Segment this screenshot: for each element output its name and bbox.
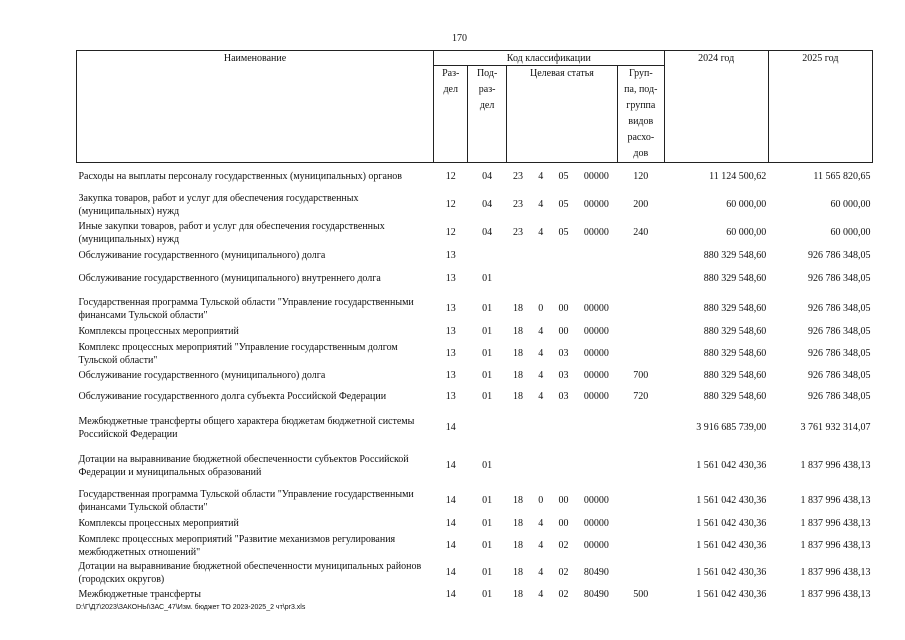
table-row bbox=[77, 294, 873, 324]
cell-c4: 00000 bbox=[583, 348, 609, 359]
cell-y2: 926 786 348,05 bbox=[808, 303, 871, 314]
cell-rz: 13 bbox=[445, 249, 456, 261]
cell-rz: 13 bbox=[445, 273, 456, 284]
cell-c4 bbox=[575, 410, 617, 446]
cell-vr: 240 bbox=[633, 227, 649, 238]
cell-name: Межбюджетные трансферты bbox=[78, 589, 201, 600]
cell-y2: 60 000,00 bbox=[830, 227, 871, 238]
cell-c4: 80490 bbox=[583, 567, 609, 578]
cell-c4: 00000 bbox=[583, 303, 609, 314]
cell-vr: 200 bbox=[633, 199, 649, 210]
cell-y1: 1 561 042 430,36 bbox=[696, 567, 767, 578]
cell-y2: 926 786 348,05 bbox=[808, 273, 871, 284]
cell-pr: 01 bbox=[482, 589, 493, 600]
cell-rz: 13 bbox=[445, 348, 456, 359]
table-row bbox=[77, 446, 873, 486]
cell-c1: 23 bbox=[512, 227, 523, 238]
header-row-top bbox=[77, 51, 873, 66]
cell-c1: 18 bbox=[512, 326, 523, 337]
cell-y2: 1 837 996 438,13 bbox=[800, 518, 871, 529]
cell-y1: 880 329 548,60 bbox=[703, 249, 767, 261]
cell-c1: 18 bbox=[512, 303, 523, 314]
cell-rz: 12 bbox=[445, 171, 456, 183]
cell-c3: 02 bbox=[558, 589, 569, 600]
cell-pr: 01 bbox=[482, 518, 493, 529]
cell-c2 bbox=[530, 446, 552, 486]
cell-y1: 880 329 548,60 bbox=[703, 391, 767, 402]
cell-c2: 4 bbox=[538, 518, 544, 529]
cell-name: Обслуживание государственного долга субъекта Российской Федерации bbox=[78, 391, 387, 402]
cell-name: Обслуживание государственного (муниципального) внутреннего долга bbox=[78, 273, 381, 284]
cell-name: Комплексы процессных мероприятий bbox=[78, 518, 239, 529]
cell-c1: 18 bbox=[512, 567, 523, 578]
cell-c3: 03 bbox=[558, 391, 569, 402]
cell-c4 bbox=[575, 446, 617, 486]
cell-c4 bbox=[575, 264, 617, 294]
cell-c3 bbox=[552, 247, 575, 264]
cell-y1: 880 329 548,60 bbox=[703, 348, 767, 359]
cell-c1: 18 bbox=[512, 589, 523, 600]
cell-c1 bbox=[506, 264, 529, 294]
header-subsection: Под- раз- дел bbox=[468, 66, 506, 163]
cell-rz: 14 bbox=[445, 422, 456, 433]
table-row bbox=[77, 340, 873, 368]
cell-pr bbox=[468, 410, 506, 446]
cell-c4: 00000 bbox=[583, 199, 609, 210]
cell-c2: 0 bbox=[538, 303, 544, 314]
cell-rz: 14 bbox=[445, 589, 456, 600]
cell-c2: 4 bbox=[538, 348, 544, 359]
cell-name: Государственная программа Тульской области "Управление государственными финансами Тульской области" bbox=[78, 296, 414, 321]
table-row bbox=[77, 486, 873, 516]
cell-rz: 13 bbox=[445, 303, 456, 314]
cell-c2: 4 bbox=[538, 540, 544, 551]
cell-name: Иные закупки товаров, работ и услуг для обеспечения государственных (муниципальных) нужд bbox=[78, 220, 385, 245]
cell-y1: 60 000,00 bbox=[726, 227, 767, 238]
cell-rz: 14 bbox=[445, 518, 456, 529]
cell-pr: 01 bbox=[482, 495, 493, 506]
cell-c4: 00000 bbox=[583, 227, 609, 238]
cell-c4: 00000 bbox=[583, 326, 609, 337]
cell-vr: 700 bbox=[633, 370, 649, 381]
cell-y1: 880 329 548,60 bbox=[703, 370, 767, 381]
cell-y1: 3 916 685 739,00 bbox=[696, 422, 767, 433]
cell-vr bbox=[618, 560, 665, 586]
table-row bbox=[77, 532, 873, 560]
cell-c4: 80490 bbox=[583, 589, 609, 600]
cell-rz: 14 bbox=[445, 495, 456, 506]
cell-c1: 18 bbox=[512, 391, 523, 402]
cell-y2: 1 837 996 438,13 bbox=[800, 567, 871, 578]
cell-c3: 00 bbox=[558, 303, 569, 314]
cell-c2: 4 bbox=[538, 326, 544, 337]
cell-pr: 04 bbox=[482, 171, 493, 183]
cell-pr: 04 bbox=[482, 199, 493, 210]
cell-rz: 12 bbox=[445, 227, 456, 238]
cell-c3: 03 bbox=[558, 348, 569, 359]
cell-c1: 18 bbox=[512, 348, 523, 359]
cell-y2: 926 786 348,05 bbox=[808, 326, 871, 337]
cell-c3: 03 bbox=[558, 370, 569, 381]
cell-y2: 1 837 996 438,13 bbox=[800, 495, 871, 506]
cell-c2: 4 bbox=[538, 171, 544, 183]
cell-y2: 11 565 820,65 bbox=[813, 171, 871, 183]
cell-y1: 11 124 500,62 bbox=[709, 171, 767, 183]
cell-y1: 1 561 042 430,36 bbox=[696, 589, 767, 600]
cell-y1: 1 561 042 430,36 bbox=[696, 460, 767, 471]
cell-vr bbox=[618, 486, 665, 516]
cell-y1: 60 000,00 bbox=[726, 199, 767, 210]
cell-c3: 05 bbox=[558, 227, 569, 238]
cell-c3: 02 bbox=[558, 540, 569, 551]
header-year-2024: 2024 год bbox=[664, 51, 768, 163]
cell-name: Обслуживание государственного (муниципального) долга bbox=[78, 249, 326, 261]
cell-vr bbox=[618, 264, 665, 294]
cell-rz: 12 bbox=[445, 199, 456, 210]
cell-vr bbox=[618, 516, 665, 532]
cell-c3: 05 bbox=[558, 171, 569, 183]
cell-y1: 880 329 548,60 bbox=[703, 273, 767, 284]
cell-name: Комплекс процессных мероприятий "Управление государственным долгом Тульской области" bbox=[78, 341, 398, 366]
cell-c1: 18 bbox=[512, 370, 523, 381]
cell-c4: 00000 bbox=[583, 518, 609, 529]
cell-c3: 05 bbox=[558, 199, 569, 210]
cell-rz: 13 bbox=[445, 326, 456, 337]
cell-name: Обслуживание государственного (муниципального) долга bbox=[78, 370, 326, 381]
table-row bbox=[77, 586, 873, 604]
cell-name: Государственная программа Тульской области "Управление государственными финансами Тульской области" bbox=[78, 488, 414, 513]
header-section: Раз- дел bbox=[434, 66, 468, 163]
header-name: Наименование bbox=[77, 51, 434, 163]
table-row bbox=[77, 191, 873, 219]
cell-c2: 4 bbox=[538, 370, 544, 381]
cell-c2: 4 bbox=[538, 567, 544, 578]
cell-name: Расходы на выплаты персоналу государственных (муниципальных) органов bbox=[78, 171, 403, 183]
cell-pr: 01 bbox=[482, 326, 493, 337]
cell-y1: 1 561 042 430,36 bbox=[696, 518, 767, 529]
cell-pr: 01 bbox=[482, 273, 493, 284]
cell-vr bbox=[618, 340, 665, 368]
cell-y1: 880 329 548,60 bbox=[703, 303, 767, 314]
cell-name: Дотации на выравнивание бюджетной обеспеченности субъектов Российской Федерации и муниципальных образований bbox=[78, 453, 409, 478]
cell-y1: 880 329 548,60 bbox=[703, 326, 767, 337]
cell-y2: 926 786 348,05 bbox=[808, 249, 871, 261]
table-row bbox=[77, 560, 873, 586]
cell-c4 bbox=[575, 247, 617, 264]
cell-pr: 04 bbox=[482, 227, 493, 238]
table-row bbox=[77, 247, 873, 264]
cell-y2: 1 837 996 438,13 bbox=[800, 540, 871, 551]
cell-c2 bbox=[530, 247, 552, 264]
cell-name: Комплекс процессных мероприятий "Развитие механизмов регулирования межбюджетных отношений" bbox=[78, 533, 396, 558]
cell-c3 bbox=[552, 264, 575, 294]
cell-name: Межбюджетные трансферты общего характера бюджетам бюджетной системы Российской Федерации bbox=[78, 415, 415, 440]
cell-c2: 4 bbox=[538, 589, 544, 600]
cell-c2: 4 bbox=[538, 199, 544, 210]
cell-pr: 01 bbox=[482, 540, 493, 551]
cell-c3: 00 bbox=[558, 518, 569, 529]
cell-y1: 1 561 042 430,36 bbox=[696, 495, 767, 506]
cell-vr bbox=[618, 446, 665, 486]
table-row bbox=[77, 264, 873, 294]
cell-c3: 00 bbox=[558, 495, 569, 506]
cell-c2: 0 bbox=[538, 495, 544, 506]
header-expense-group: Груп- па, под- группа видов расхо- дов bbox=[618, 66, 665, 163]
table-body bbox=[77, 163, 873, 604]
cell-c1: 18 bbox=[512, 518, 523, 529]
cell-name: Дотации на выравнивание бюджетной обеспеченности муниципальных районов (городских округов) bbox=[78, 560, 422, 585]
cell-rz: 14 bbox=[445, 567, 456, 578]
cell-name: Комплексы процессных мероприятий bbox=[78, 326, 239, 337]
table-row bbox=[77, 163, 873, 191]
cell-y2: 1 837 996 438,13 bbox=[800, 589, 871, 600]
cell-vr bbox=[618, 410, 665, 446]
cell-pr bbox=[468, 247, 506, 264]
cell-c1: 18 bbox=[512, 495, 523, 506]
cell-c2: 4 bbox=[538, 227, 544, 238]
cell-c1 bbox=[506, 410, 529, 446]
cell-vr bbox=[618, 324, 665, 340]
cell-c1 bbox=[506, 446, 529, 486]
cell-c1: 23 bbox=[512, 199, 523, 210]
cell-y2: 1 837 996 438,13 bbox=[800, 460, 871, 471]
cell-y2: 926 786 348,05 bbox=[808, 391, 871, 402]
cell-c4: 00000 bbox=[583, 495, 609, 506]
budget-table bbox=[76, 50, 873, 604]
cell-pr: 01 bbox=[482, 370, 493, 381]
cell-vr bbox=[618, 247, 665, 264]
header-year-2025: 2025 год bbox=[768, 51, 872, 163]
cell-pr: 01 bbox=[482, 303, 493, 314]
cell-c3 bbox=[552, 410, 575, 446]
cell-y1: 1 561 042 430,36 bbox=[696, 540, 767, 551]
header-classification: Код классификации bbox=[434, 51, 665, 66]
cell-c4: 00000 bbox=[583, 391, 609, 402]
table-row bbox=[77, 384, 873, 410]
cell-rz: 14 bbox=[445, 460, 456, 471]
cell-c2 bbox=[530, 410, 552, 446]
cell-c2: 4 bbox=[538, 391, 544, 402]
cell-name: Закупка товаров, работ и услуг для обеспечения государственных (муниципальных) нужд bbox=[78, 192, 359, 217]
cell-c1: 23 bbox=[512, 171, 523, 183]
cell-y2: 60 000,00 bbox=[830, 199, 871, 210]
cell-pr: 01 bbox=[482, 391, 493, 402]
cell-y2: 926 786 348,05 bbox=[808, 348, 871, 359]
cell-c4: 00000 bbox=[583, 370, 609, 381]
cell-pr: 01 bbox=[482, 460, 493, 471]
cell-c4: 00000 bbox=[583, 540, 609, 551]
table-row bbox=[77, 324, 873, 340]
cell-c3: 00 bbox=[558, 326, 569, 337]
cell-vr bbox=[618, 294, 665, 324]
file-path-footer: D:\Г\Д7\2023\ЗАКОНЫ\ЗАС_47\Изм. бюджет ТО 2023-2025_2 чт\pr3.xls bbox=[76, 604, 306, 611]
cell-pr: 01 bbox=[482, 567, 493, 578]
cell-rz: 13 bbox=[445, 391, 456, 402]
cell-c3: 02 bbox=[558, 567, 569, 578]
cell-c3 bbox=[552, 446, 575, 486]
cell-c2 bbox=[530, 264, 552, 294]
table-row bbox=[77, 219, 873, 247]
cell-c4: 00000 bbox=[583, 171, 609, 183]
cell-c1: 18 bbox=[512, 540, 523, 551]
cell-pr: 01 bbox=[482, 348, 493, 359]
cell-y2: 926 786 348,05 bbox=[808, 370, 871, 381]
cell-rz: 14 bbox=[445, 540, 456, 551]
page-number: 170 bbox=[452, 33, 467, 44]
cell-vr: 500 bbox=[633, 589, 649, 600]
cell-vr: 120 bbox=[633, 171, 649, 183]
table-row bbox=[77, 516, 873, 532]
cell-vr bbox=[618, 532, 665, 560]
header-target-article: Целевая статья bbox=[506, 66, 617, 163]
cell-c1 bbox=[506, 247, 529, 264]
table-row bbox=[77, 410, 873, 446]
cell-vr: 720 bbox=[633, 391, 649, 402]
cell-rz: 13 bbox=[445, 370, 456, 381]
cell-y2: 3 761 932 314,07 bbox=[800, 422, 871, 433]
table-row bbox=[77, 368, 873, 384]
